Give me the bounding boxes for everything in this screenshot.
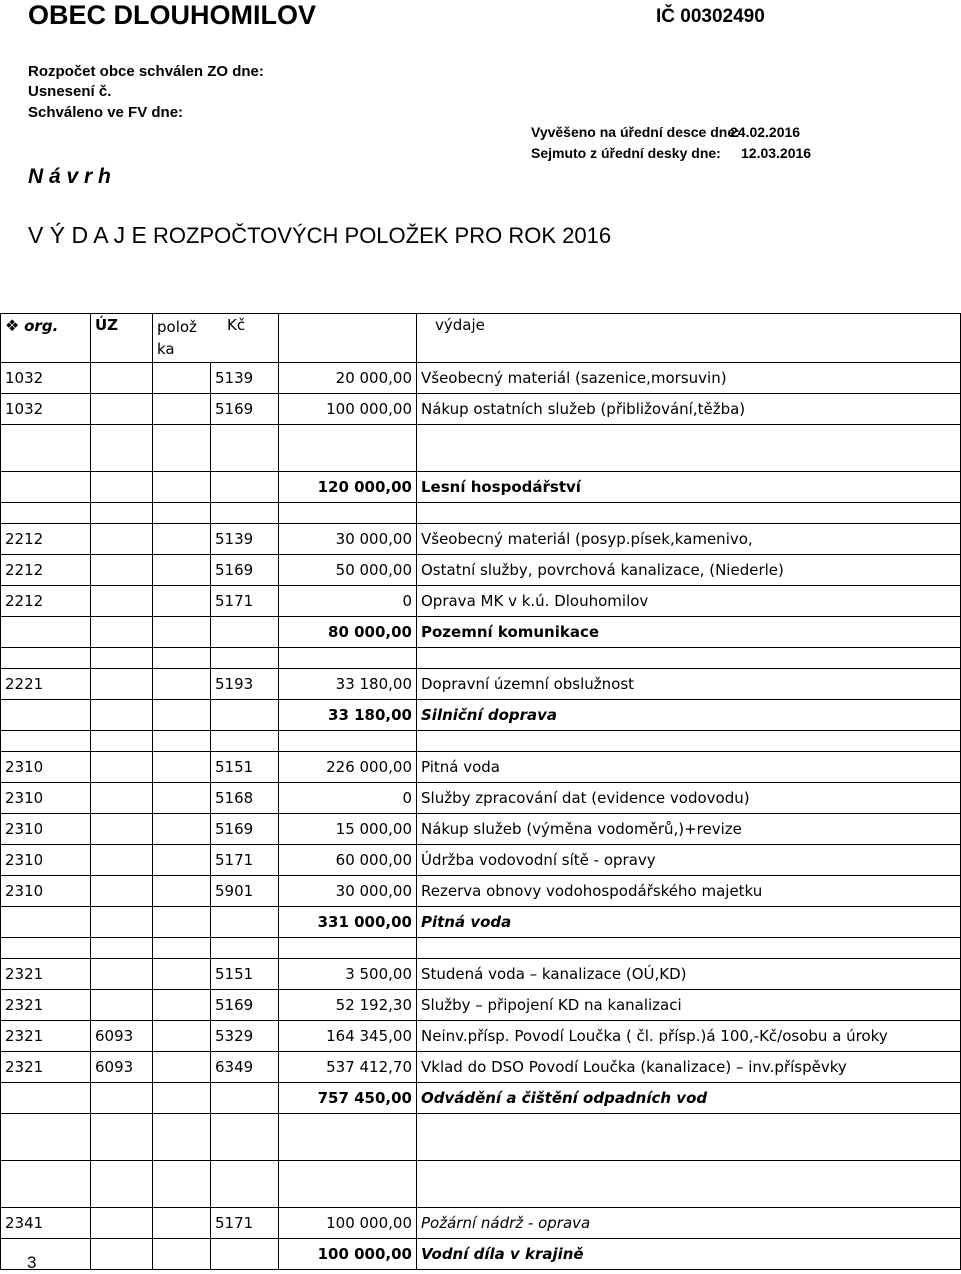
- empty-cell: [153, 700, 211, 731]
- removed-date: 12.03.2016: [741, 145, 812, 161]
- subtotal-amount: 757 450,00: [279, 1083, 417, 1114]
- blank-row: [1, 503, 961, 524]
- item-code: 5171: [211, 1208, 279, 1239]
- empty-cell: [91, 472, 153, 503]
- table-row: [1, 1021, 961, 1052]
- table-row: [1, 669, 961, 700]
- empty-cell: [91, 1161, 153, 1208]
- subtotal-label: Silniční doprava: [417, 700, 961, 731]
- paragraph-code: 2321: [1, 1052, 91, 1083]
- item-code: 5169: [211, 555, 279, 586]
- posted-label: Vyvěšeno na úřední desce dne:: [531, 124, 740, 140]
- uz-code: [91, 752, 153, 783]
- paragraph-code: 2221: [1, 669, 91, 700]
- expense-table: [0, 313, 961, 1270]
- empty-cell: [279, 938, 417, 959]
- empty-cell: [91, 907, 153, 938]
- amount: 52 192,30: [279, 990, 417, 1021]
- item-code: 5168: [211, 783, 279, 814]
- paragraph-code: 1032: [1, 363, 91, 394]
- subtotal-label: Vodní díla v krajině: [417, 1239, 961, 1270]
- header-vydaje: výdaje: [417, 314, 961, 363]
- empty-cell: [153, 876, 211, 907]
- uz-code: [91, 845, 153, 876]
- empty-cell: [153, 472, 211, 503]
- paragraph-code: 2212: [1, 586, 91, 617]
- item-code: 5169: [211, 990, 279, 1021]
- empty-cell: [153, 669, 211, 700]
- blank-row: [1, 425, 961, 472]
- uz-code: [91, 524, 153, 555]
- empty-cell: [1, 1114, 91, 1161]
- header-kc-text: Kč: [227, 316, 246, 334]
- subtotal-amount: 331 000,00: [279, 907, 417, 938]
- item-code: 5169: [211, 814, 279, 845]
- posted-date: 24.02.2016: [730, 124, 801, 140]
- empty-cell: [153, 752, 211, 783]
- amount: 33 180,00: [279, 669, 417, 700]
- subtotal-amount: 80 000,00: [279, 617, 417, 648]
- uz-code: [91, 669, 153, 700]
- header-uz: ÚZ: [91, 314, 153, 363]
- amount: 226 000,00: [279, 752, 417, 783]
- description: Služby – připojení KD na kanalizaci: [417, 990, 961, 1021]
- table-row: [1, 363, 961, 394]
- table-row: [1, 586, 961, 617]
- blank-row: [1, 938, 961, 959]
- subtotal-row: [1, 1083, 961, 1114]
- empty-cell: [153, 959, 211, 990]
- empty-cell: [417, 938, 961, 959]
- description: Všeobecný materiál (posyp.písek,kamenivo,: [417, 524, 961, 555]
- empty-cell: [153, 845, 211, 876]
- uz-code: [91, 959, 153, 990]
- paragraph-code: 2310: [1, 876, 91, 907]
- empty-cell: [153, 555, 211, 586]
- empty-cell: [153, 394, 211, 425]
- blank-row: [1, 731, 961, 752]
- amount: 50 000,00: [279, 555, 417, 586]
- blank-row: [1, 648, 961, 669]
- uz-code: [91, 990, 153, 1021]
- empty-cell: [279, 731, 417, 752]
- empty-cell: [91, 938, 153, 959]
- empty-cell: [1, 700, 91, 731]
- amount: 30 000,00: [279, 524, 417, 555]
- uz-code: [91, 586, 153, 617]
- amount: 60 000,00: [279, 845, 417, 876]
- uz-code: [91, 876, 153, 907]
- empty-cell: [153, 363, 211, 394]
- item-code: 5193: [211, 669, 279, 700]
- table-row: [1, 524, 961, 555]
- description: Nákup ostatních služeb (přibližování,těžba): [417, 394, 961, 425]
- blank-row: [1, 1114, 961, 1161]
- item-code: 5169: [211, 394, 279, 425]
- description: Ostatní služby, povrchová kanalizace, (Niederle): [417, 555, 961, 586]
- empty-cell: [279, 648, 417, 669]
- uz-code: [91, 363, 153, 394]
- draft-label: N á v r h: [28, 165, 111, 188]
- empty-cell: [153, 1114, 211, 1161]
- uz-code: 6093: [91, 1052, 153, 1083]
- table-row: [1, 1052, 961, 1083]
- uz-code: [91, 555, 153, 586]
- empty-cell: [91, 1239, 153, 1270]
- item-code: 5171: [211, 845, 279, 876]
- amount: 0: [279, 586, 417, 617]
- empty-cell: [153, 648, 211, 669]
- empty-cell: [1, 472, 91, 503]
- empty-cell: [1, 907, 91, 938]
- subtotal-row: [1, 1239, 961, 1270]
- removed-label: Sejmuto z úřední desky dne:: [531, 145, 721, 161]
- empty-cell: [91, 425, 153, 472]
- empty-cell: [417, 1161, 961, 1208]
- subtotal-row: [1, 617, 961, 648]
- table-row: [1, 990, 961, 1021]
- table-row: [1, 783, 961, 814]
- empty-cell: [211, 731, 279, 752]
- table-row: [1, 814, 961, 845]
- amount: 15 000,00: [279, 814, 417, 845]
- empty-cell: [417, 648, 961, 669]
- paragraph-code: 2341: [1, 1208, 91, 1239]
- empty-cell: [211, 648, 279, 669]
- empty-cell: [211, 907, 279, 938]
- subtotal-row: [1, 700, 961, 731]
- empty-cell: [153, 1161, 211, 1208]
- paragraph-code: 2321: [1, 1021, 91, 1052]
- subtotal-row: [1, 907, 961, 938]
- empty-cell: [211, 1239, 279, 1270]
- approval-fv: Schváleno ve FV dne:: [28, 104, 184, 121]
- subtotal-row: [1, 472, 961, 503]
- amount: 0: [279, 783, 417, 814]
- table-row: [1, 845, 961, 876]
- paragraph-code: 2310: [1, 845, 91, 876]
- item-code: 5901: [211, 876, 279, 907]
- empty-cell: [1, 731, 91, 752]
- empty-cell: [211, 503, 279, 524]
- empty-cell: [1, 648, 91, 669]
- paragraph-code: 2310: [1, 752, 91, 783]
- amount: 3 500,00: [279, 959, 417, 990]
- amount: 30 000,00: [279, 876, 417, 907]
- description: Neinv.přísp. Povodí Loučka ( čl. přísp.)á 100,-Kč/osobu a úroky: [417, 1021, 961, 1052]
- uz-code: [91, 394, 153, 425]
- empty-cell: [417, 503, 961, 524]
- empty-cell: [91, 617, 153, 648]
- table-row: [1, 959, 961, 990]
- empty-cell: [91, 503, 153, 524]
- description: Rezerva obnovy vodohospodářského majetku: [417, 876, 961, 907]
- header-kc: [227, 314, 417, 363]
- table-row: [1, 876, 961, 907]
- paragraph-code: 2212: [1, 524, 91, 555]
- empty-cell: [211, 617, 279, 648]
- header-org: org.: [24, 317, 59, 335]
- empty-cell: [1, 617, 91, 648]
- empty-cell: [153, 503, 211, 524]
- heading-rest: ROZPOČTOVÝCH POLOŽEK PRO ROK 2016: [153, 223, 612, 248]
- description: Služby zpracování dat (evidence vodovodu): [417, 783, 961, 814]
- empty-cell: [153, 938, 211, 959]
- item-code: 5139: [211, 524, 279, 555]
- empty-cell: [153, 425, 211, 472]
- empty-cell: [153, 1239, 211, 1270]
- empty-cell: [153, 1083, 211, 1114]
- amount: 164 345,00: [279, 1021, 417, 1052]
- description: Požární nádrž - oprava: [417, 1208, 961, 1239]
- empty-cell: [279, 1161, 417, 1208]
- amount: 100 000,00: [279, 394, 417, 425]
- description: Nákup služeb (výměna vodoměrů,)+revize: [417, 814, 961, 845]
- description: Oprava MK v k.ú. Dlouhomilov: [417, 586, 961, 617]
- document-title: OBEC DLOUHOMILOV: [28, 0, 316, 30]
- empty-cell: [153, 814, 211, 845]
- empty-cell: [417, 731, 961, 752]
- description: Pitná voda: [417, 752, 961, 783]
- paragraph-code: 2212: [1, 555, 91, 586]
- subtotal-amount: 120 000,00: [279, 472, 417, 503]
- empty-cell: [91, 700, 153, 731]
- table-row: [1, 1208, 961, 1239]
- amount: 100 000,00: [279, 1208, 417, 1239]
- empty-cell: [211, 700, 279, 731]
- description: Všeobecný materiál (sazenice,morsuvin): [417, 363, 961, 394]
- table-row: [1, 555, 961, 586]
- empty-cell: [91, 1114, 153, 1161]
- uz-code: 6093: [91, 1021, 153, 1052]
- subtotal-amount: 100 000,00: [279, 1239, 417, 1270]
- empty-cell: [153, 907, 211, 938]
- empty-cell: [153, 1208, 211, 1239]
- paragraph-code: 2310: [1, 783, 91, 814]
- table-row: [1, 752, 961, 783]
- table-row: [1, 394, 961, 425]
- empty-cell: [91, 731, 153, 752]
- section-heading: [28, 222, 611, 249]
- empty-cell: [153, 1052, 211, 1083]
- description: Dopravní územní obslužnost: [417, 669, 961, 700]
- empty-cell: [279, 1114, 417, 1161]
- uz-code: [91, 783, 153, 814]
- header-polozka: [153, 314, 279, 363]
- empty-cell: [153, 731, 211, 752]
- header-bullet-cell: [1, 314, 91, 363]
- description: Studená voda – kanalizace (OÚ,KD): [417, 959, 961, 990]
- empty-cell: [153, 524, 211, 555]
- item-code: 6349: [211, 1052, 279, 1083]
- diamond-bullet-icon: ❖: [5, 316, 20, 335]
- uz-code: [91, 814, 153, 845]
- amount: 20 000,00: [279, 363, 417, 394]
- subtotal-label: Pozemní komunikace: [417, 617, 961, 648]
- item-code: 5329: [211, 1021, 279, 1052]
- empty-cell: [417, 425, 961, 472]
- empty-cell: [211, 1161, 279, 1208]
- amount: 537 412,70: [279, 1052, 417, 1083]
- uz-code: [91, 1208, 153, 1239]
- empty-cell: [1, 1083, 91, 1114]
- empty-cell: [1, 1161, 91, 1208]
- empty-cell: [153, 1021, 211, 1052]
- subtotal-label: Odvádění a čištění odpadních vod: [417, 1083, 961, 1114]
- subtotal-label: Lesní hospodářství: [417, 472, 961, 503]
- empty-cell: [417, 1114, 961, 1161]
- empty-cell: [279, 503, 417, 524]
- paragraph-code: 2321: [1, 990, 91, 1021]
- item-code: 5151: [211, 959, 279, 990]
- approval-zo: Rozpočet obce schválen ZO dne:: [28, 63, 264, 80]
- empty-cell: [1, 938, 91, 959]
- subtotal-label: Pitná voda: [417, 907, 961, 938]
- empty-cell: [211, 425, 279, 472]
- blank-row: [1, 1161, 961, 1208]
- resolution-number: Usnesení č.: [28, 83, 112, 100]
- item-code: 5139: [211, 363, 279, 394]
- paragraph-code: 1032: [1, 394, 91, 425]
- description: Údržba vodovodní sítě - opravy: [417, 845, 961, 876]
- paragraph-code: 2321: [1, 959, 91, 990]
- empty-cell: [211, 1083, 279, 1114]
- empty-cell: [91, 648, 153, 669]
- header-polozka-text: polož ka: [157, 318, 197, 358]
- empty-cell: [1, 1239, 91, 1270]
- empty-cell: [1, 503, 91, 524]
- empty-cell: [153, 586, 211, 617]
- empty-cell: [1, 425, 91, 472]
- empty-cell: [211, 938, 279, 959]
- page-number: 3: [27, 1253, 37, 1272]
- item-code: 5171: [211, 586, 279, 617]
- paragraph-code: 2310: [1, 814, 91, 845]
- empty-cell: [279, 425, 417, 472]
- ico-number: IČ 00302490: [656, 6, 765, 27]
- table-header-row: [1, 314, 961, 363]
- empty-cell: [153, 617, 211, 648]
- empty-cell: [153, 783, 211, 814]
- heading-main: V Ý D A J E: [28, 222, 147, 248]
- item-code: 5151: [211, 752, 279, 783]
- subtotal-amount: 33 180,00: [279, 700, 417, 731]
- empty-cell: [153, 990, 211, 1021]
- description: Vklad do DSO Povodí Loučka (kanalizace) – inv.příspěvky: [417, 1052, 961, 1083]
- empty-cell: [211, 1114, 279, 1161]
- empty-cell: [211, 472, 279, 503]
- empty-cell: [91, 1083, 153, 1114]
